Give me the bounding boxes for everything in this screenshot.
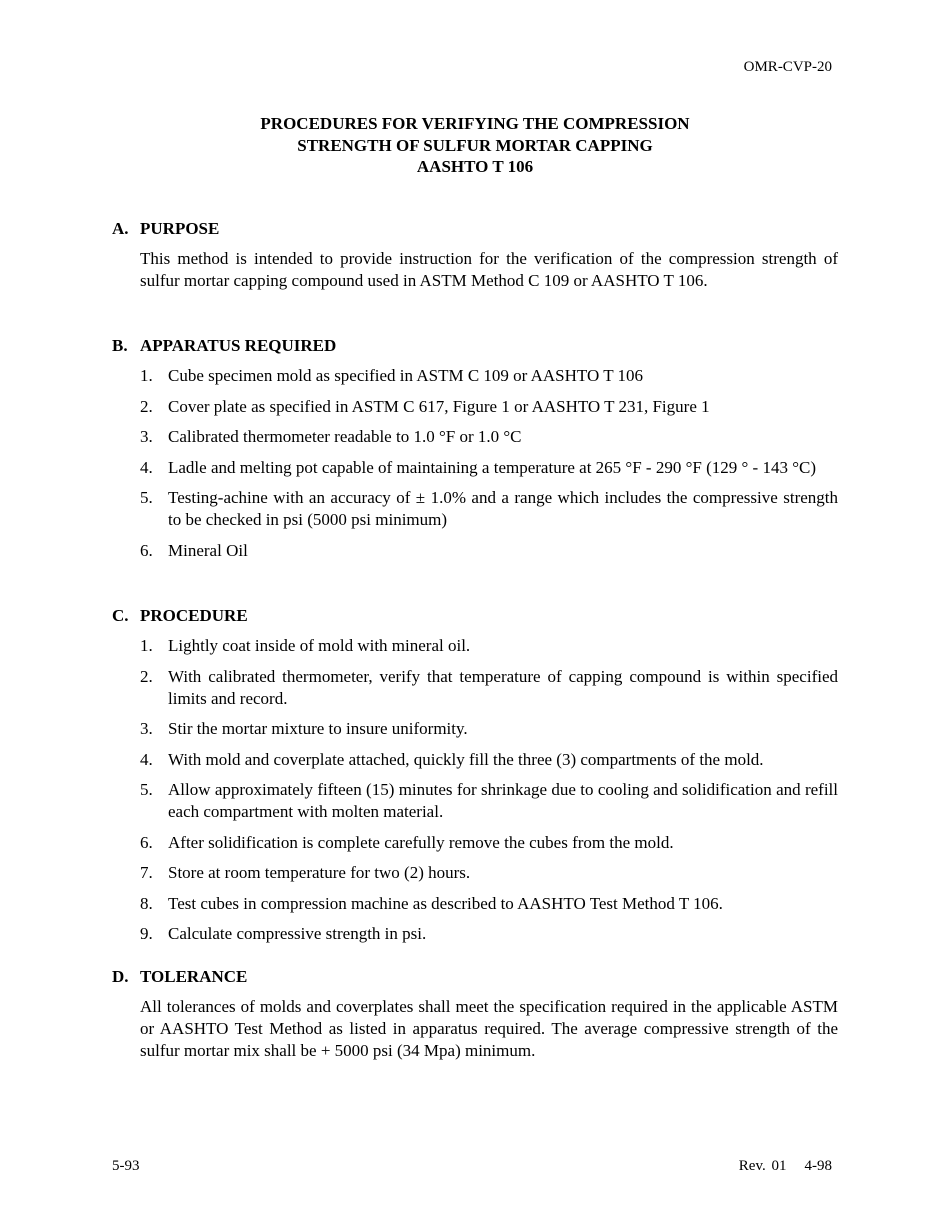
section-procedure [112,605,838,954]
list-item [140,540,838,562]
list-item [140,923,838,945]
revision-number: Rev. 01 [738,1158,787,1174]
list-item [140,718,838,740]
section-body: All tolerances of molds and coverplates shall meet the specification required in the applicable ASTM or AASHTO Test Method as listed in apparatus required. The average compressive strength of the sulfur mortar mix shall be + 5000 psi (34 Mpa) minimum. [140,997,838,1060]
section-apparatus [112,335,838,570]
section-title: APPARATUS REQUIRED [140,336,337,355]
item-number: 2. [140,666,153,686]
section-heading [112,335,838,357]
list-item [140,487,838,531]
procedure-list [140,635,838,945]
document-id: OMR-CVP-20 [743,59,832,75]
section-tolerance [112,966,838,1062]
title-line-2: STRENGTH OF SULFUR MORTAR CAPPING [297,135,653,155]
item-text: Calibrated thermometer readable to 1.0 °F or 1.0 °C [168,427,522,446]
list-item [140,426,838,448]
item-number: 4. [140,749,153,769]
item-text: Store at room temperature for two (2) hours. [168,863,471,882]
list-item [140,749,838,771]
footer-revision [739,1155,832,1177]
section-letter: D. [112,967,129,986]
section-heading [112,605,838,627]
footer-page-code: 5-93 [112,1158,140,1174]
item-text: Ladle and melting pot capable of maintaining a temperature at 265 °F - 290 °F (129 ° - 143 °C) [168,457,817,477]
item-text: Calculate compressive strength in psi. [168,924,427,943]
list-item [140,457,838,479]
item-text: After solidification is complete carefully remove the cubes from the mold. [168,832,674,852]
item-text: With mold and coverplate attached, quickly fill the three (3) compartments of the mold. [168,749,764,769]
section-letter: B. [112,336,128,355]
list-item [140,365,838,387]
title-line-1: PROCEDURES FOR VERIFYING THE COMPRESSION [260,114,690,133]
item-number: 6. [140,832,153,852]
item-text: Testing-achine with an accuracy of ± 1.0% and a range which includes the compressive strength to be checked in psi (5000 psi minimum) [168,488,838,529]
item-text: Stir the mortar mixture to insure uniformity. [168,719,468,738]
item-number: 1. [140,366,153,385]
section-heading [112,966,838,988]
section-purpose [112,218,838,292]
item-text: With calibrated thermometer, verify that temperature of capping compound is within specified limits and record. [168,666,838,708]
item-number: 4. [140,457,153,477]
item-number: 3. [140,427,153,446]
section-title: TOLERANCE [140,967,248,986]
item-text: Cube specimen mold as specified in ASTM C 109 or AASHTO T 106 [168,366,644,385]
list-item [140,832,838,854]
section-letter: A. [112,219,129,238]
item-number: 8. [140,893,153,913]
section-letter: C. [112,606,129,625]
section-heading [112,218,838,240]
item-number: 6. [140,540,153,560]
item-number: 3. [140,719,153,738]
list-item [140,893,838,915]
item-text: Allow approximately fifteen (15) minutes for shrinkage due to cooling and solidification and refill each compartment with molten material. [168,780,838,821]
list-item [140,666,838,710]
item-text: Mineral Oil [168,540,248,560]
list-item [140,635,838,657]
item-number: 5. [140,780,153,799]
apparatus-list [140,365,838,562]
section-title: PURPOSE [140,219,220,238]
revision-date: 4-98 [804,1158,832,1174]
document-title [0,113,950,178]
section-title: PROCEDURE [140,606,248,625]
title-line-3: AASHTO T 106 [416,157,534,176]
item-text: Lightly coat inside of mold with mineral oil. [168,636,471,655]
section-body: This method is intended to provide instruction for the verification of the compression strength of sulfur mortar capping compound used in ASTM Method C 109 or AASHTO T 106. [140,249,838,290]
list-item [140,862,838,884]
list-item [140,396,838,418]
list-item [140,779,838,823]
item-number: 5. [140,488,153,507]
item-number: 1. [140,636,153,655]
item-text: Cover plate as specified in ASTM C 617, Figure 1 or AASHTO T 231, Figure 1 [168,396,710,416]
item-number: 9. [140,924,153,943]
item-number: 7. [140,863,153,882]
item-number: 2. [140,396,153,416]
item-text: Test cubes in compression machine as described to AASHTO Test Method T 106. [168,893,723,913]
